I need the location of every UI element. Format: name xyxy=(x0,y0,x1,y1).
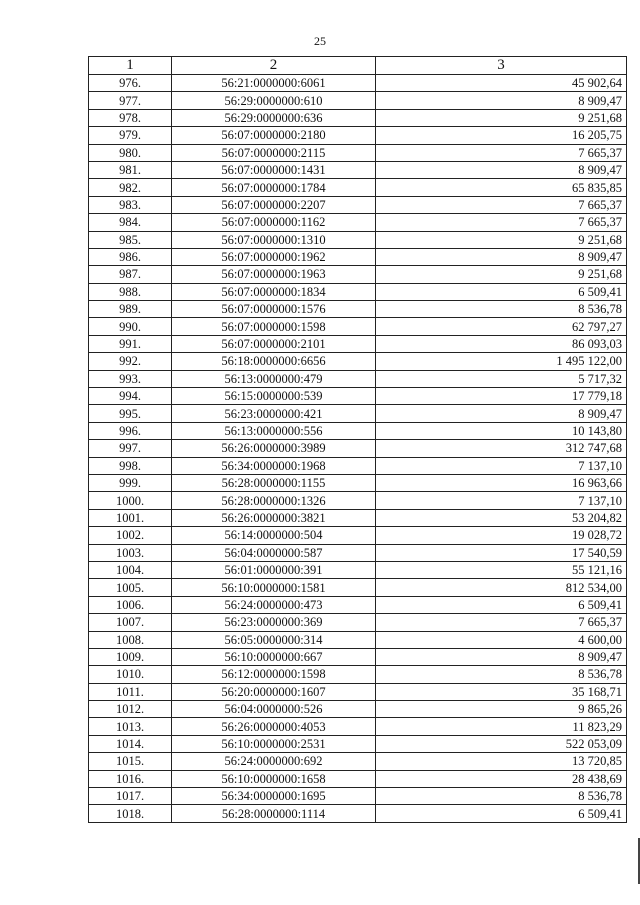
table-row xyxy=(89,127,627,144)
cadastral-number: 56:10:0000000:2531 xyxy=(172,735,376,752)
row-number: 1002. xyxy=(89,527,172,544)
cadastral-value: 17 779,18 xyxy=(376,388,627,405)
table-row xyxy=(89,683,627,700)
cadastral-value: 16 963,66 xyxy=(376,474,627,491)
cadastral-value: 5 717,32 xyxy=(376,370,627,387)
cadastral-number: 56:07:0000000:1962 xyxy=(172,248,376,265)
cadastral-number: 56:34:0000000:1968 xyxy=(172,457,376,474)
row-number: 979. xyxy=(89,127,172,144)
cadastral-value: 9 251,68 xyxy=(376,266,627,283)
table-row xyxy=(89,648,627,665)
cadastral-number: 56:07:0000000:2207 xyxy=(172,196,376,213)
row-number: 1013. xyxy=(89,718,172,735)
cadastral-number: 56:26:0000000:4053 xyxy=(172,718,376,735)
cadastral-value: 10 143,80 xyxy=(376,422,627,439)
column-header-1: 1 xyxy=(89,57,172,75)
cadastral-number: 56:07:0000000:1162 xyxy=(172,214,376,231)
cadastral-value: 8 536,78 xyxy=(376,666,627,683)
table-row xyxy=(89,231,627,248)
cadastral-value: 16 205,75 xyxy=(376,127,627,144)
cadastral-number: 56:23:0000000:369 xyxy=(172,614,376,631)
cadastral-number: 56:07:0000000:2115 xyxy=(172,144,376,161)
row-number: 984. xyxy=(89,214,172,231)
cadastral-value: 13 720,85 xyxy=(376,753,627,770)
cadastral-number: 56:18:0000000:6656 xyxy=(172,353,376,370)
table-row xyxy=(89,405,627,422)
cadastral-number: 56:07:0000000:1576 xyxy=(172,301,376,318)
table-row xyxy=(89,283,627,300)
row-number: 996. xyxy=(89,422,172,439)
cadastral-value: 19 028,72 xyxy=(376,527,627,544)
row-number: 997. xyxy=(89,440,172,457)
table-row xyxy=(89,666,627,683)
cadastral-number: 56:21:0000000:6061 xyxy=(172,75,376,92)
cadastral-number: 56:07:0000000:1784 xyxy=(172,179,376,196)
cadastral-number: 56:12:0000000:1598 xyxy=(172,666,376,683)
cadastral-number: 56:07:0000000:2101 xyxy=(172,335,376,352)
cadastral-value: 8 909,47 xyxy=(376,248,627,265)
cadastral-value: 86 093,03 xyxy=(376,335,627,352)
table-row xyxy=(89,805,627,822)
cadastral-value: 4 600,00 xyxy=(376,631,627,648)
cadastral-number: 56:14:0000000:504 xyxy=(172,527,376,544)
row-number: 1007. xyxy=(89,614,172,631)
row-number: 1015. xyxy=(89,753,172,770)
cadastral-value: 8 909,47 xyxy=(376,161,627,178)
row-number: 1014. xyxy=(89,735,172,752)
row-number: 980. xyxy=(89,144,172,161)
table-row xyxy=(89,388,627,405)
cadastral-value: 53 204,82 xyxy=(376,509,627,526)
table-row xyxy=(89,596,627,613)
table-row xyxy=(89,440,627,457)
cadastral-value: 7 665,37 xyxy=(376,196,627,213)
cadastral-value: 6 509,41 xyxy=(376,283,627,300)
table-row xyxy=(89,718,627,735)
cadastral-number: 56:28:0000000:1155 xyxy=(172,474,376,491)
cadastral-value: 8 909,47 xyxy=(376,648,627,665)
table-row xyxy=(89,474,627,491)
row-number: 1003. xyxy=(89,544,172,561)
row-number: 989. xyxy=(89,301,172,318)
cadastral-number: 56:15:0000000:539 xyxy=(172,388,376,405)
row-number: 993. xyxy=(89,370,172,387)
row-number: 998. xyxy=(89,457,172,474)
row-number: 1017. xyxy=(89,788,172,805)
cadastral-value: 62 797,27 xyxy=(376,318,627,335)
row-number: 1001. xyxy=(89,509,172,526)
cadastral-number: 56:07:0000000:1310 xyxy=(172,231,376,248)
table-row xyxy=(89,179,627,196)
table-row xyxy=(89,144,627,161)
row-number: 995. xyxy=(89,405,172,422)
table-row xyxy=(89,614,627,631)
table-row xyxy=(89,214,627,231)
row-number: 1006. xyxy=(89,596,172,613)
table-row xyxy=(89,788,627,805)
row-number: 977. xyxy=(89,92,172,109)
cadastral-number: 56:26:0000000:3821 xyxy=(172,509,376,526)
table-row xyxy=(89,196,627,213)
page-number: 25 xyxy=(314,34,326,48)
cadastral-value: 312 747,68 xyxy=(376,440,627,457)
cadastral-value: 6 509,41 xyxy=(376,805,627,822)
table-row xyxy=(89,75,627,92)
cadastral-value: 45 902,64 xyxy=(376,75,627,92)
row-number: 994. xyxy=(89,388,172,405)
table-row xyxy=(89,370,627,387)
table-row xyxy=(89,561,627,578)
cadastral-value: 1 495 122,00 xyxy=(376,353,627,370)
cadastral-value: 812 534,00 xyxy=(376,579,627,596)
table-row xyxy=(89,92,627,109)
cadastral-number: 56:23:0000000:421 xyxy=(172,405,376,422)
column-header-3: 3 xyxy=(376,57,627,75)
row-number: 985. xyxy=(89,231,172,248)
cadastral-number: 56:07:0000000:1834 xyxy=(172,283,376,300)
table-row xyxy=(89,266,627,283)
row-number: 990. xyxy=(89,318,172,335)
row-number: 987. xyxy=(89,266,172,283)
cadastral-value: 11 823,29 xyxy=(376,718,627,735)
table-row xyxy=(89,770,627,787)
cadastral-value: 7 665,37 xyxy=(376,144,627,161)
cadastral-number: 56:10:0000000:1581 xyxy=(172,579,376,596)
row-number: 976. xyxy=(89,75,172,92)
row-number: 978. xyxy=(89,109,172,126)
table-row xyxy=(89,301,627,318)
table-row xyxy=(89,701,627,718)
row-number: 991. xyxy=(89,335,172,352)
row-number: 986. xyxy=(89,248,172,265)
cadastral-value: 7 665,37 xyxy=(376,214,627,231)
cadastral-value: 28 438,69 xyxy=(376,770,627,787)
cadastral-number: 56:10:0000000:667 xyxy=(172,648,376,665)
table-row xyxy=(89,544,627,561)
row-number: 1010. xyxy=(89,666,172,683)
row-number: 992. xyxy=(89,353,172,370)
table-row xyxy=(89,109,627,126)
cadastral-value: 7 665,37 xyxy=(376,614,627,631)
table-row xyxy=(89,509,627,526)
row-number: 1004. xyxy=(89,561,172,578)
column-header-2: 2 xyxy=(172,57,376,75)
cadastral-value: 55 121,16 xyxy=(376,561,627,578)
row-number: 983. xyxy=(89,196,172,213)
cadastral-number: 56:26:0000000:3989 xyxy=(172,440,376,457)
row-number: 1012. xyxy=(89,701,172,718)
cadastral-number: 56:29:0000000:610 xyxy=(172,92,376,109)
table-row xyxy=(89,422,627,439)
cadastral-number: 56:01:0000000:391 xyxy=(172,561,376,578)
table-row xyxy=(89,527,627,544)
cadastral-value: 65 835,85 xyxy=(376,179,627,196)
cadastral-number: 56:28:0000000:1114 xyxy=(172,805,376,822)
cadastral-value: 9 251,68 xyxy=(376,109,627,126)
table-row xyxy=(89,161,627,178)
cadastral-value: 17 540,59 xyxy=(376,544,627,561)
cadastral-number: 56:29:0000000:636 xyxy=(172,109,376,126)
row-number: 988. xyxy=(89,283,172,300)
cadastral-number: 56:04:0000000:526 xyxy=(172,701,376,718)
cadastral-number: 56:20:0000000:1607 xyxy=(172,683,376,700)
cadastral-value: 9 865,26 xyxy=(376,701,627,718)
cadastral-number: 56:04:0000000:587 xyxy=(172,544,376,561)
table-row xyxy=(89,335,627,352)
table-row xyxy=(89,457,627,474)
table-row xyxy=(89,353,627,370)
table-row xyxy=(89,318,627,335)
cadastral-value: 35 168,71 xyxy=(376,683,627,700)
cadastral-value: 8 909,47 xyxy=(376,92,627,109)
cadastral-number: 56:24:0000000:473 xyxy=(172,596,376,613)
table-row xyxy=(89,735,627,752)
cadastral-value-table xyxy=(88,56,627,823)
row-number: 999. xyxy=(89,474,172,491)
table-header-row xyxy=(89,57,627,75)
row-number: 1016. xyxy=(89,770,172,787)
table-row xyxy=(89,579,627,596)
cadastral-value: 6 509,41 xyxy=(376,596,627,613)
cadastral-number: 56:07:0000000:1598 xyxy=(172,318,376,335)
cadastral-number: 56:24:0000000:692 xyxy=(172,753,376,770)
row-number: 1009. xyxy=(89,648,172,665)
row-number: 981. xyxy=(89,161,172,178)
cadastral-number: 56:07:0000000:1431 xyxy=(172,161,376,178)
row-number: 1011. xyxy=(89,683,172,700)
cadastral-number: 56:13:0000000:479 xyxy=(172,370,376,387)
cadastral-value: 8 536,78 xyxy=(376,301,627,318)
table-row xyxy=(89,753,627,770)
cadastral-number: 56:13:0000000:556 xyxy=(172,422,376,439)
cadastral-number: 56:34:0000000:1695 xyxy=(172,788,376,805)
table-row xyxy=(89,248,627,265)
table-body xyxy=(89,75,627,823)
cadastral-number: 56:07:0000000:1963 xyxy=(172,266,376,283)
row-number: 1008. xyxy=(89,631,172,648)
cadastral-value: 7 137,10 xyxy=(376,492,627,509)
cadastral-value: 7 137,10 xyxy=(376,457,627,474)
table-row xyxy=(89,492,627,509)
cadastral-value: 9 251,68 xyxy=(376,231,627,248)
row-number: 1005. xyxy=(89,579,172,596)
cadastral-number: 56:28:0000000:1326 xyxy=(172,492,376,509)
cadastral-number: 56:10:0000000:1658 xyxy=(172,770,376,787)
cadastral-value: 8 536,78 xyxy=(376,788,627,805)
row-number: 1000. xyxy=(89,492,172,509)
cadastral-value: 8 909,47 xyxy=(376,405,627,422)
cadastral-number: 56:07:0000000:2180 xyxy=(172,127,376,144)
table-row xyxy=(89,631,627,648)
row-number: 1018. xyxy=(89,805,172,822)
cadastral-number: 56:05:0000000:314 xyxy=(172,631,376,648)
cadastral-value: 522 053,09 xyxy=(376,735,627,752)
row-number: 982. xyxy=(89,179,172,196)
